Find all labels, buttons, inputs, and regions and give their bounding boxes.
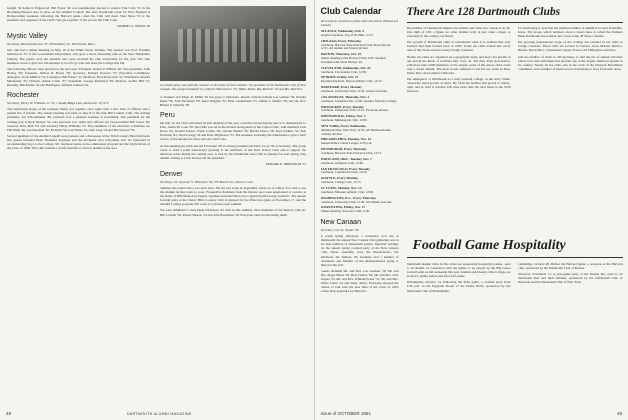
- club-calendar: [321, 6, 399, 402]
- club-party-photo: [160, 6, 306, 81]
- calendar-entry: [321, 125, 399, 137]
- magazine-title: DARTMOUTH ALUMNI MAGAZINE: [126, 412, 192, 416]
- calendar-entry: [321, 138, 399, 146]
- clubs-article-column-1: [407, 26, 511, 236]
- continued-paragraph: to Yonkers and Edgar R. Miller '61 has gone to Delaware. Recent arrivals include Lee Galtner '56, Donald Dunn '59, Tom Buchanan '59, Reed Wiggins '52, Peter Lantermann '55, Alfred S. Shaffer '58, and the Rev. Hubert P. Timothy '58.: [160, 94, 306, 107]
- section-paragraph: The Dartmouth group of the Genesee Valley got together once again with a new slate of officers and a sizable list of friends. The annual meeting was held on June 8 at the Oak Hill Country Club. The retiring president, Jon Schoonmaker '48, presided over a pleasant evening of socializing. Our president for the coming year is Rick Weston '52, who succeeds Jon. Other new officers are vice-president Bill Carter '49; treasurer Dave Hall '53; and secretary Henry Williams '52. New members of the executive committee are Phil Hahn '46, Lee Newman '50, Ed Kidd '50, Carl Tuttle '54, John Lang '54 and Hal Wolcott '55.: [7, 107, 150, 132]
- section-paragraph: The following officers were elected for the next year: President, Robert P. O'Brien '40; Vice-president, John Healey '49; Treasurer, Walton R. Horne '36; Secretary, Richard Nawson '37; Executive Committee: Arlington, Jacob Mellion '31; Lexington, Bill Parker '51; Medford, Fred McGowan '31; Winchester, Ronald Mackenzie '35; Woburn, Arthur Carter '37; Stoneham, George Raymond '36; Melrose, Arthur Hill '51; Reading, Bill Adams '54 and Burlington, Richard Johnson '41.: [7, 66, 150, 88]
- calendar-entry-date: PORTLAND, ORE., Tuesday, Nov. 7: [320, 156, 372, 161]
- title-rule: [407, 22, 623, 23]
- section-paragraph: On July 12, the Club welcomed its first meeting of the year, a luncheon honoring the new U.S. Ambassador to Peru, James M. Loeb '29. The table was set in the modest background of the Capitol Club, with members Jack Rowe '42, Donald Fornes, Frank Collier '58, Charlie Mellen '56, Harold Pierce '58, Ross Parkins '52, Bob Northrup '62, David Gregg '49 and Dave Hightower '55. The speakers, including the Ambassador, gave a brief review of the situation in Peru and our Club's role.: [160, 121, 306, 142]
- calendar-entry-date: ATLANTA, Wednesday, Feb. 5: [320, 29, 364, 33]
- title-rule: [407, 257, 623, 258]
- calendar-entry-event: Luncheon, Missouri Athletic Club, 12:00.: [320, 189, 374, 194]
- section-subtitle-mystic-valley: Secretary, Richard Nawson '37, 38 Salisbury St., Winchester, Mass.: [7, 42, 96, 47]
- article-paragraph: The growing international scope of the College has resulted in ten clubs in foreign countries. These clubs are located in Canada, Great Britain, Mexico, Hawaii, Puerto Rico, Switzerland, Japan, France, the Philippines and Peru.: [517, 40, 623, 53]
- calendar-entry-event: Dinner meeting at the Harvard Club, 6:30. Speaker: President John Sloan Dickey '29.: [320, 56, 387, 64]
- article-paragraph: Dartmouth alumni clubs in five cities are sponsoring hospitality parties, open to all alumni, in connection with the games to be played by the Big Green football team on fall weekends this year. Alumni and friends of the College are invited to gather before and after each game.: [406, 262, 511, 279]
- calendar-entry: [321, 206, 399, 214]
- calendar-entry: [321, 67, 399, 75]
- intro-paragraph: bought '34 home in Edgewood. Bill Farrar '40 was unanimously elected to replace Tim Cobb '32 in the Brookline-Newton area to serve on the Alumni Council. The next Dartmouth event for New England is Homecoming weekend, following the Harvard game, when the Club will meet. Stan Shine '52 is the president and organizer of the Club's 'last get-together' of the year in the Club room.: [7, 6, 150, 23]
- calendar-entry-event: Luncheon, Jonathan Club, 12:00. Speaker from the College.: [320, 98, 398, 103]
- calendar-entry: [321, 197, 399, 205]
- clubs-article-column-2: [518, 26, 623, 236]
- section-paragraph: Several members of the Alumni Council were present, and a discussion of the Third Century Fund followed. Our guests included Dean Thaddeus Seymour and the Rochester area schoolmen who are interested in recommending boys to the College. Mr. Seymour spoke on the admissions program and the bright future of the Class of 1966. The Club extends a warm welcome to all new alumni in the area.: [7, 133, 150, 151]
- calendar-entry: [321, 40, 399, 52]
- section-paragraph: We were delighted to have Dean Nicholson '43 with us this summer. New members of the Denver Club are Bill Colwell '56, Robert Hearon '54 and John Boardman '58. Everyone joins in welcoming them.: [160, 208, 306, 217]
- calendar-entry-event: Luncheon, College Club, 12:15.: [320, 180, 362, 185]
- section-paragraph: Summer has ended and a two-inch snow fall the last week in September warns us of winter. It is said to see the Alumni hockey team so soon. Prospective freshmen from the Denver area were entertained at a picnic at the home of Bill Denison in August. Speakers included Dean Joe Coggswell and George Gasbarro. The annual football party at the Cherry Hills Country Club is planned for the Princeton game on November 17, and the Alumni College program will come to Colorado next summer.: [160, 185, 306, 207]
- calendar-entry-event: Luncheon, Harvard-Yale-Princeton Club, Board Room, 12:15. All alumni and friends invited.: [320, 42, 392, 51]
- calendar-entry: [321, 168, 399, 176]
- calendar-entry-date: CLEVELAND, Wednesday, Oct. 25: [320, 65, 371, 70]
- calendar-entry: [321, 53, 399, 65]
- calendar-entry-date: WORCESTER, Friday, Nov. 17: [320, 205, 366, 210]
- calendar-entry-event: Dartmouth table, Yale Club, 12:30. All Dartmouth men cordially invited.: [320, 127, 391, 136]
- calendar-entry-event: Luncheon, Clevelander Club, 12:00.: [320, 69, 367, 74]
- calendar-entry-event: Informal luncheon, Detroit Athletic Club, 12:15.: [320, 79, 383, 84]
- section-subtitle-denver: Secretary, Dr. Seymour S. Wheelock '36, 370 Marion St., Denver, Colo.: [160, 179, 254, 184]
- section-subtitle-rochester: Secretary, Henry W. Williams Jr. '52, 1 Sandy Ridge Lane, Rochester 10, N.Y.: [7, 101, 109, 106]
- left-page-footer: [6, 411, 308, 416]
- calendar-entry-event: Luncheon, University Club, 12:30. Guests welcome.: [320, 89, 388, 94]
- article-paragraph: The number of Dartmouth alumni associations and clubs now stands at an all-time high of 128, a figure no other alumni body in any other college or university in the country can match.: [406, 26, 511, 39]
- page-number: 48: [6, 411, 12, 416]
- calendar-entry-date: CHICAGO, Every Thursday: [320, 38, 362, 43]
- calendar-list: [321, 30, 399, 214]
- calendar-entry: [321, 86, 399, 94]
- article-paragraph: Cambridge, October 28. Before the Harvard game, a reception at the Harvard Club, sponsored by the Dartmouth Club of Boston.: [517, 262, 623, 271]
- calendar-entry: [321, 106, 399, 114]
- section-signature: EDWARD E. PARSONS III '57: [265, 161, 306, 166]
- section-paragraph: A warm spring afternoon, a somewhat cool one at Dartmouth: the annual New Canaan Club gathering was in the best tradition of Dartmouth parties. Informal 'reading' for the annual spring cocktail party of the New Canaan Club. Those attending were the Hasenclevers, the Reicherts, the Kellers, the Gardners and a number of classmates and families of the undergraduates going to Hanover this fall.: [320, 234, 399, 267]
- calendar-entry: [321, 177, 399, 185]
- calendar-entry-date: SAN FRANCISCO, Every Tuesday: [320, 166, 370, 171]
- right-page: [315, 0, 628, 420]
- right-page-footer: [321, 411, 623, 416]
- calendar-entry-date: MINNEAPOLIS, Friday, Nov. 3: [320, 114, 366, 119]
- calendar-entry-event: Luncheon, University Club, 12:30. All alumni welcome.: [320, 199, 393, 204]
- clubs-article-title: There Are 128 Dartmouth Clubs: [406, 6, 561, 18]
- club-calendar-subtitle: All events are luncheons unless otherwise listed. (Women are invited.): [320, 19, 399, 27]
- article-paragraph: And the number of clubs is still growing, so that the list of annual activities which each club undertakes has become one of the largest alumni programs in the country. Nearly all the clubs join in the work of the National Enrollment Committee, and a number of them award scholarships to boys from their areas.: [517, 54, 623, 71]
- calendar-entry-event: Regular luncheon, Top of the Hub, 12:15.: [320, 32, 374, 37]
- calendar-entry: [321, 115, 399, 123]
- calendar-entry-date: SEATTLE, Every Monday: [320, 176, 359, 181]
- article-paragraph: Philadelphia, October 14. Following the Penn game, a cocktail party from 4:30 p.m. in the Egyptian Room of the Drake Hotel, sponsored by the Dartmouth Club of Philadelphia.: [406, 280, 511, 293]
- issue-label: Issue of OCTOBER 1961: [320, 411, 371, 416]
- section-paragraph: Our club had a dinner meeting on May 10 at the White Swan, Woburn. The speaker was Prof. Franklin Smallwood '51 of the Government Department, who gave a most interesting talk on the New Hampshire primary. The guests were the students who were awarded the club scholarship for the year. The club members voted to give two scholarships to local boys who will enter the College this fall.: [7, 48, 150, 65]
- section-title-mystic-valley: Mystic Valley: [7, 33, 48, 41]
- section-title-denver: Denver: [160, 170, 183, 178]
- football-article-title: Football Game Hospitality: [412, 238, 566, 253]
- section-paragraph: Guests included Mr. and Mrs. Lee Gardner '58, Mr. and Mrs. Roger Burns '59, Dick Trainor '60, Mr. and Mrs. John Rogers '55, Mr. and Mrs. William Foster '51, Mr. and Mrs. James Carter '41 and many others. Everyone enjoyed the chance to talk with the new men of the Class of 1965 before their departure for Hanover.: [320, 268, 399, 294]
- calendar-entry-date: HARTFORD, Every Monday: [320, 85, 362, 90]
- calendar-entry-event: Luncheon, Commercial Club, 12:00.: [320, 170, 368, 175]
- calendar-entry-date: MILWAUKEE, Every Tuesday: [320, 104, 364, 109]
- football-article-column-2: [518, 262, 623, 400]
- article-paragraph: It is interesting to note that the smallest number of alumni is located in Mobile, Texas. The group, which numbers about a dozen men, is called the Permian Basin Dartmouth Association and covers some 48 Texas counties.: [517, 26, 623, 39]
- calendar-entry: [321, 96, 399, 104]
- calendar-entry-date: PITTSBURGH, Every Thursday: [320, 147, 367, 152]
- calendar-entry: [321, 76, 399, 84]
- article-paragraph: The emergence of Dartmouth as a truly national college, in the early 1940s, caused the rapid growth of clubs. By 1950 the number had grown to ninety-eight, and in 1961 it reached 128, nine more than the total listed in the 1958 directory.: [406, 77, 511, 94]
- calendar-entry-event: Luncheon, Minneapolis Club, 12:00.: [320, 118, 368, 123]
- calendar-entry-date: BOSTON, Thursday, Oct. 19: [320, 52, 362, 57]
- page-number: 49: [616, 411, 622, 416]
- left-page-column-1: [7, 6, 150, 402]
- section-title-new-canaan: New Canaan: [320, 219, 361, 227]
- calendar-entry: [321, 30, 399, 38]
- calendar-entry-date: LOS ANGELES, Thursday, Nov. 2: [320, 94, 370, 99]
- calendar-entry-event: Luncheon, University Club, 12:15. Everyone invited.: [320, 108, 389, 113]
- calendar-entry-date: ST. LOUIS, Monday, Nov. 13: [320, 185, 362, 190]
- calendar-entry: [321, 158, 399, 166]
- calendar-entry-date: WASHINGTON, D.C., Every Thursday: [320, 195, 377, 200]
- section-title-peru: Peru: [160, 112, 175, 120]
- calendar-entry-date: DETROIT, Friday, Oct. 27: [320, 75, 359, 80]
- calendar-entry-date: PHILADELPHIA, Tuesday, Nov. 14: [320, 137, 372, 142]
- calendar-entry-event: Annual dinner, Union League, 6:30 p.m.: [320, 141, 373, 146]
- club-calendar-title: Club Calendar: [320, 6, 382, 16]
- calendar-entry-date: NEW YORK, Every Wednesday: [320, 123, 366, 128]
- section-paragraph: At this meeting the Club elected Ed Parker '58 as acting president and Dave Cross '59 as secretary. The group voted to send a tenth anniversary greeting to the members of the Tuck School Club and to support the luncheon series during the coming year. A visit by the Dartmouth Glee Club is planned for next spring. Any alumni coming to Lima should call the president.: [160, 143, 306, 160]
- section-title-rochester: Rochester: [7, 92, 39, 100]
- calendar-entry-event: Dinner meeting, Worcester Club, 6:30.: [320, 209, 370, 214]
- photo-caption: A cocktail party was held this summer at the home of Jack Gardner '29, president of the Dartmouth Club of New Canaan. The group included (l to r) Morrie Hasenclever '33, Walter Keller, Ray Reichert '29 and Mrs. Reichert.: [160, 83, 306, 91]
- calendar-entry: [321, 187, 399, 195]
- football-article-column-1: [407, 262, 511, 400]
- calendar-entry: [321, 148, 399, 156]
- article-paragraph: Princeton, November 11. A post-game party at the Nassau Inn, open to all Dartmouth men and their families, sponsored by the Dartmouth Club of Princeton and the Dartmouth Club of New York.: [517, 272, 623, 285]
- calendar-entry-event: Luncheon, Arlington Club, 12:00.: [320, 160, 364, 165]
- article-paragraph: The growth of Dartmouth clubs is remarkable when it is realized that only fourteen had been formed prior to 1900. Today the clubs extend into every state of the Union and into many foreign countries.: [406, 40, 511, 53]
- section-subtitle-new-canaan: Secretary, Carl A. Tucker '39: [320, 228, 359, 233]
- left-page-column-2: [160, 6, 306, 402]
- calendar-entry-event: Luncheon, Harvard-Yale-Princeton Club, 12:15.: [320, 151, 382, 156]
- intro-signature: GILBERT G. NOKES '36: [116, 24, 150, 29]
- article-paragraph: Mostly, the clubs are organized on a geographic basis, and they vary greatly in size and in the kinds of activities they carry on. The New York Association, with more than 4,000 members, is the largest; some of the newer clubs count only a dozen alumni. The most recent additions to the list are clubs in Peru, Puerto Rico and northern California.: [406, 54, 511, 75]
